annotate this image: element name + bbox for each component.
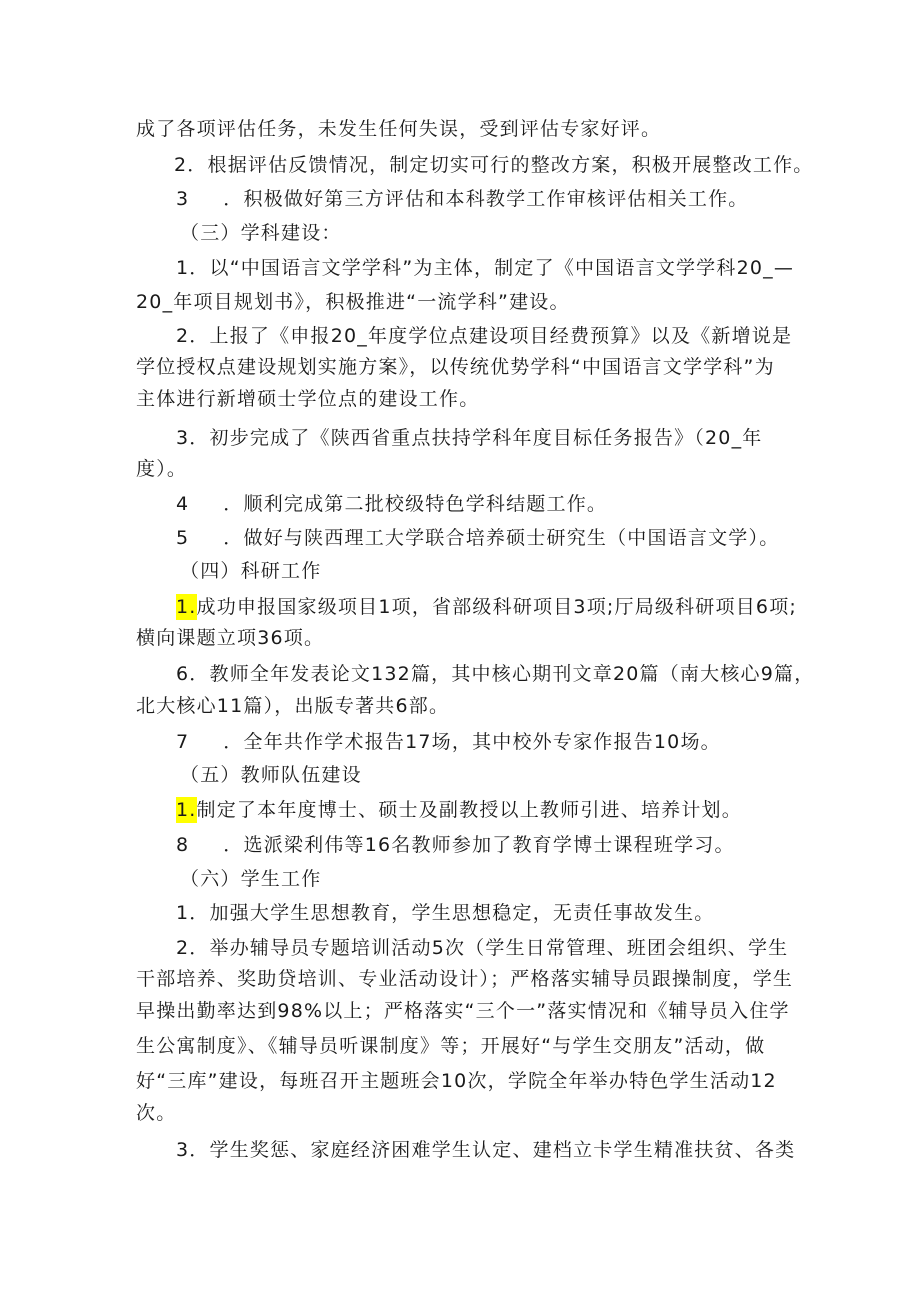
text-line: 北大核心11篇），出版专著共6部。 — [136, 695, 450, 717]
text-line: 成了各项评估任务，未发生任何失误，受到评估专家好评。 — [136, 118, 662, 140]
text-line: 主体进行新增硕士学位点的建设工作。 — [136, 388, 480, 410]
text-line-numbered — [176, 186, 749, 212]
section-heading: （四）科研工作 — [180, 560, 322, 582]
highlighted-item-number: 1. — [176, 596, 197, 618]
text-line: 早操出勤率达到98%以上；严格落实“三个一”落实情况和《辅导员入住学 — [136, 1000, 790, 1022]
item-text: ．顺利完成第二批校级特色学科结题工作。 — [223, 493, 608, 515]
text-line-numbered — [176, 797, 742, 823]
text-line-numbered — [176, 594, 797, 620]
text-line: 生公寓制度》、《辅导员听课制度》等；开展好“与学生交朋友”活动，做 — [136, 1035, 766, 1057]
text-line: 2．举办辅导员专题培训活动5次（学生日常管理、班团会组织、学生 — [176, 937, 789, 959]
item-text: ．全年共作学术报告17场，其中校外专家作报告10场。 — [223, 731, 721, 753]
text-line-numbered — [176, 525, 779, 551]
text-line: 6．教师全年发表论文132篇，其中核心期刊文章20篇（南大核心9篇， — [176, 663, 815, 685]
item-text: ．选派梁利伟等16名教师参加了教育学博士课程班学习。 — [223, 834, 735, 856]
item-text: 成功申报国家级项目1项，省部级科研项目3项;厅局级科研项目6项; — [196, 596, 798, 618]
item-number: 8 — [176, 834, 190, 856]
text-line: 干部培养、奖助贷培训、专业活动设计）；严格落实辅导员跟操制度，学生 — [136, 968, 794, 990]
text-line-numbered — [176, 729, 721, 755]
text-line: 1．加强大学生思想教育，学生思想稳定，无责任事故发生。 — [176, 902, 715, 924]
highlighted-item-number: 1. — [176, 799, 197, 821]
item-number: 7 — [176, 731, 190, 753]
text-line: 2．根据评估反馈情况，制定切实可行的整改方案，积极开展整改工作。 — [174, 154, 814, 176]
text-line: 度）。 — [136, 458, 188, 480]
text-line: 学位授权点建设规划实施方案》，以传统优势学科“中国语言文学学科”为 — [136, 356, 775, 378]
text-line: 好“三库”建设，每班召开主题班会10次，学院全年举办特色学生活动12 — [136, 1070, 777, 1092]
item-number: 5 — [176, 527, 190, 549]
text-line: 3．学生奖惩、家庭经济困难学生认定、建档立卡学生精准扶贫、各类 — [176, 1139, 796, 1161]
item-text: ．积极做好第三方评估和本科教学工作审核评估相关工作。 — [223, 188, 749, 210]
text-line-numbered — [176, 832, 735, 858]
section-heading: （六）学生工作 — [180, 868, 322, 890]
item-text: 制定了本年度博士、硕士及副教授以上教师引进、培养计划。 — [196, 799, 742, 821]
section-heading: （五）教师队伍建设 — [180, 764, 362, 786]
text-line: 2．上报了《申报20_年度学位点建设项目经费预算》以及《新增说是 — [176, 325, 793, 347]
text-line: 3．初步完成了《陕西省重点扶持学科年度目标任务报告》（20_年 — [176, 427, 763, 449]
item-number: 4 — [176, 493, 190, 515]
section-heading: （三）学科建设： — [180, 222, 342, 244]
text-line: 横向课题立项36项。 — [136, 627, 325, 649]
text-line: 20_年项目规划书》，积极推进“一流学科”建设。 — [136, 291, 570, 313]
text-line: 次。 — [136, 1102, 177, 1124]
text-line-numbered — [176, 491, 607, 517]
item-text: ．做好与陕西理工大学联合培养硕士研究生（中国语言文学）。 — [223, 527, 780, 549]
text-line: 1．以“中国语言文学学科”为主体，制定了《中国语言文学学科20_— — [176, 257, 795, 279]
item-number: 3 — [176, 188, 190, 210]
